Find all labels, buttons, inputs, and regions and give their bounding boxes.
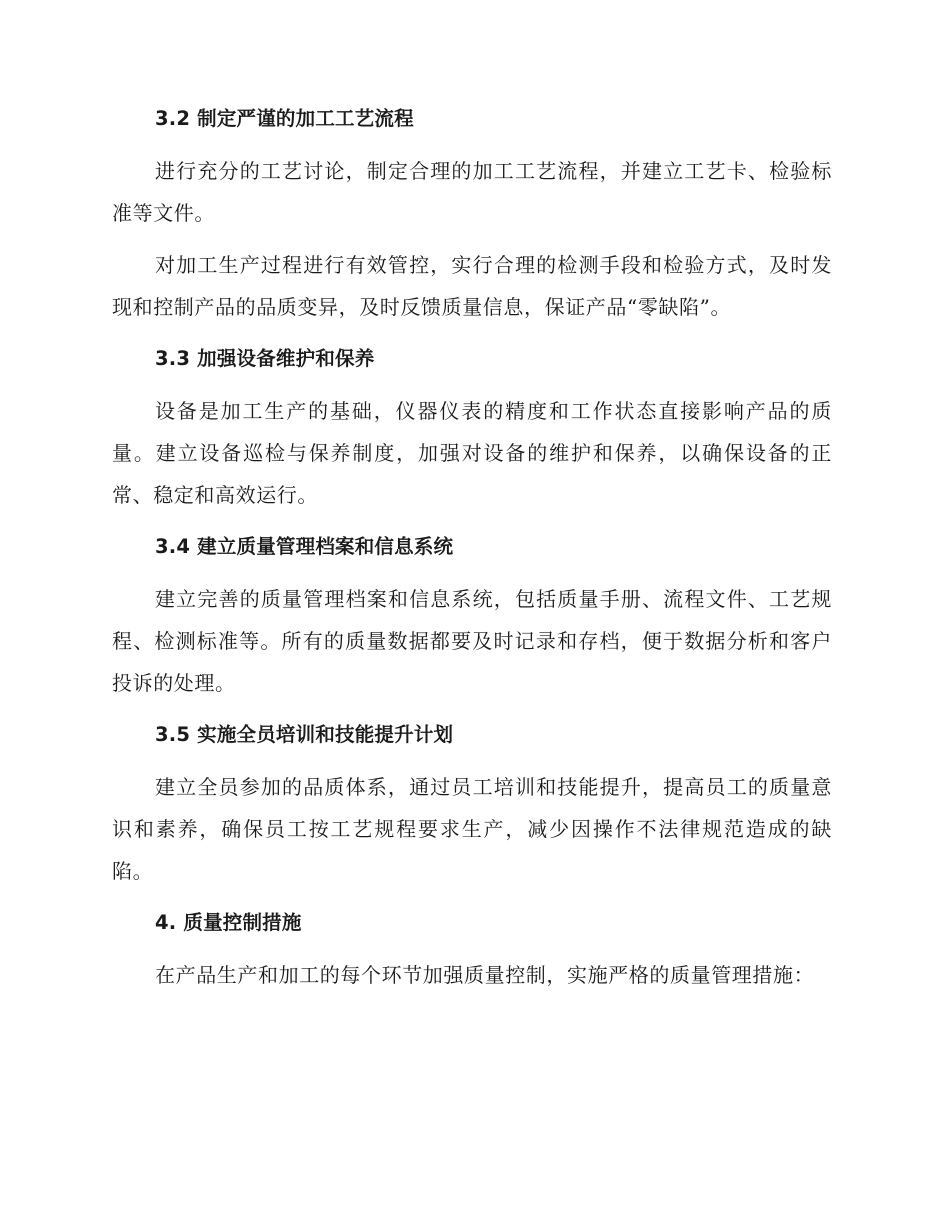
section-heading-3-4: 3.4 建立质量管理档案和信息系统 (155, 535, 454, 558)
paragraph: 建立全员参加的品质体系，通过员工培训和技能提升，提高员工的质量意识和素养，确保员工按工艺规程要求生产，减少因操作不法律规范造成的缺陷。 (112, 775, 832, 883)
paragraph: 在产品生产和加工的每个环节加强质量控制，实施严格的质量管理措施： (155, 963, 815, 987)
section-heading-3-2: 3.2 制定严谨的加工工艺流程 (155, 107, 414, 130)
document-page (112, 98, 832, 1006)
section-heading-3-3: 3.3 加强设备维护和保养 (155, 347, 375, 370)
paragraph: 建立完善的质量管理档案和信息系统，包括质量手册、流程文件、工艺规程、检测标准等。所有的质量数据都要及时记录和存档，便于数据分析和客户投诉的处理。 (112, 587, 832, 695)
paragraph: 设备是加工生产的基础，仪器仪表的精度和工作状态直接影响产品的质量。建立设备巡检与保养制度，加强对设备的维护和保养，以确保设备的正常、稳定和高效运行。 (112, 399, 832, 507)
paragraph: 进行充分的工艺讨论，制定合理的加工工艺流程，并建立工艺卡、检验标准等文件。 (112, 159, 832, 225)
section-heading-4: 4. 质量控制措施 (155, 911, 302, 934)
section-heading-3-5: 3.5 实施全员培训和技能提升计划 (155, 723, 454, 746)
paragraph: 对加工生产过程进行有效管控，实行合理的检测手段和检验方式，及时发现和控制产品的品质变异，及时反馈质量信息，保证产品“零缺陷”。 (112, 253, 832, 319)
